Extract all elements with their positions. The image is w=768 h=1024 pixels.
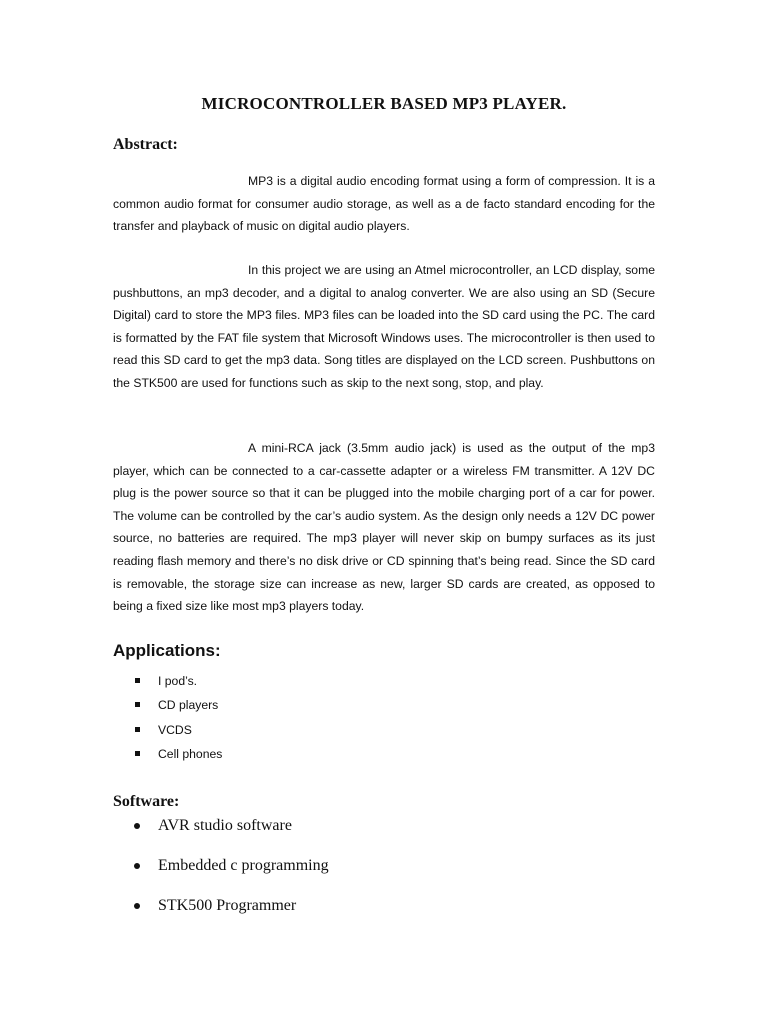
abstract-paragraph-1: MP3 is a digital audio encoding format using a form of compression. It is a common audio format for consumer audio storage, as well as a de facto standard encoding for the transfer and playback of music on digital audio players. — [113, 174, 655, 234]
round-bullet-icon — [134, 823, 140, 829]
list-item — [133, 721, 222, 745]
list-item-label: Cell phones — [158, 747, 223, 762]
abstract-heading: Abstract: — [113, 136, 178, 153]
applications-list — [133, 672, 222, 770]
list-item-label: Embedded c programming — [158, 857, 329, 874]
square-bullet-icon — [135, 751, 140, 756]
round-bullet-icon — [134, 903, 140, 909]
round-bullet-icon — [134, 863, 140, 869]
list-item — [133, 696, 222, 720]
software-list — [133, 814, 329, 934]
abstract-paragraph-3: A mini-RCA jack (3.5mm audio jack) is used as the output of the mp3 player, which can be connected to a car-cassette adapter or a wireless FM transmitter. A 12V DC plug is the power source so that it can be plugged into the mobile charging port of a car for power. The volume can be controlled by the car’s audio system. As the design only needs a 12V DC power source, no batteries are required. The mp3 player will never skip on bumpy surfaces as its just reading flash memory and there’s no disk drive or CD spinning that’s being read. Since the SD card is removable, the storage size can increase as new, larger SD cards are created, as opposed to being a fixed size like most mp3 players today. — [113, 441, 655, 614]
list-item-label: VCDS — [158, 722, 192, 737]
applications-heading: Applications: — [113, 641, 221, 660]
list-item-label: I pod’s. — [158, 674, 198, 688]
list-item — [133, 894, 329, 934]
list-item — [133, 814, 329, 854]
list-item-label: AVR studio software — [158, 817, 292, 834]
square-bullet-icon — [135, 678, 140, 683]
software-heading: Software: — [113, 793, 180, 810]
list-item — [133, 672, 222, 696]
list-item-label: STK500 Programmer — [158, 897, 297, 914]
square-bullet-icon — [135, 727, 140, 732]
list-item — [133, 854, 329, 894]
square-bullet-icon — [135, 702, 140, 707]
list-item — [133, 745, 222, 769]
list-item-label: CD players — [158, 698, 219, 713]
document-title: MICROCONTROLLER BASED MP3 PLAYER. — [201, 94, 567, 113]
abstract-paragraph-2: In this project we are using an Atmel microcontroller, an LCD display, some pushbuttons, an mp3 decoder, and a digital to analog converter. We are also using an SD (Secure Digital) card to store the MP3 files. MP3 files can be loaded into the SD card using the PC. The card is formatted by the FAT file system that Microsoft Windows uses. The microcontroller is then used to read this SD card to get the mp3 data. Song titles are displayed on the LCD screen. Pushbuttons on the STK500 are used for functions such as skip to the next song, stop, and play. — [113, 263, 655, 390]
